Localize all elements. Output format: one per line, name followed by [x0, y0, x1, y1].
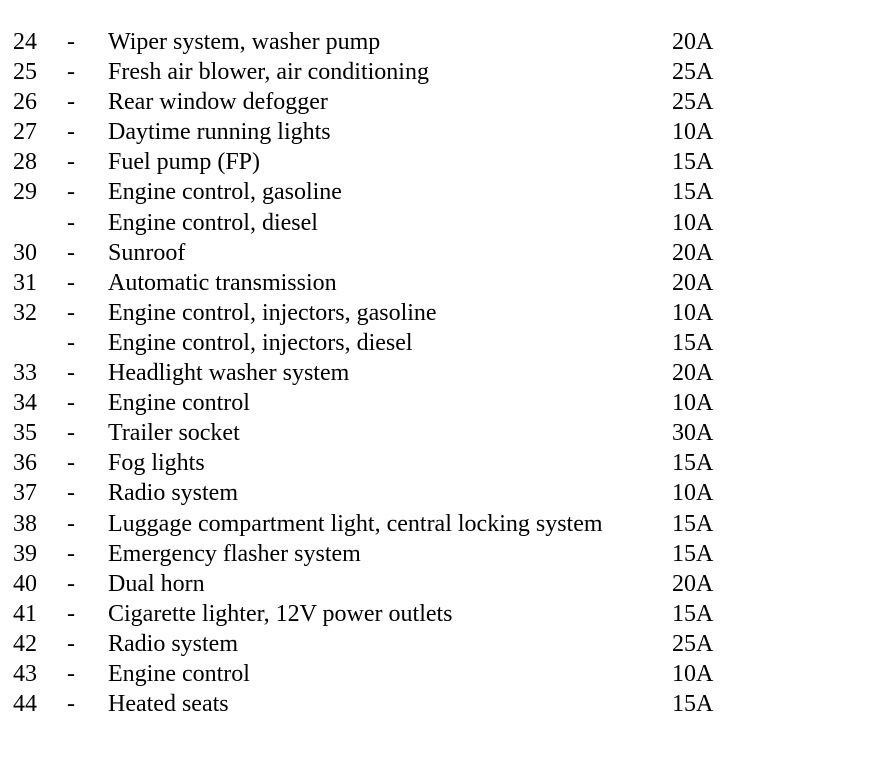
fuse-row — [0, 208, 871, 238]
fuse-rating: 10A — [672, 390, 714, 417]
fuse-number: 44 — [13, 691, 37, 718]
fuse-rating: 10A — [672, 119, 714, 146]
fuse-rating: 10A — [672, 299, 714, 326]
fuse-number: 25 — [13, 59, 37, 86]
fuse-row — [0, 448, 871, 478]
fuse-number: 34 — [13, 390, 37, 417]
separator-dash: - — [67, 89, 75, 116]
fuse-number: 39 — [13, 540, 37, 567]
fuse-row — [0, 57, 871, 87]
fuse-rating: 25A — [672, 59, 714, 86]
fuse-rating: 10A — [672, 209, 714, 236]
fuse-description: Luggage compartment light, central locking system — [108, 510, 603, 537]
fuse-rating: 20A — [672, 269, 714, 296]
fuse-number: 43 — [13, 660, 37, 687]
fuse-rating: 20A — [672, 29, 714, 55]
fuse-row — [0, 689, 871, 719]
fuse-description: Wiper system, washer pump — [108, 29, 381, 55]
fuse-description: Sunroof — [108, 239, 186, 266]
fuse-description: Trailer socket — [108, 420, 240, 447]
fuse-description: Fresh air blower, air conditioning — [108, 59, 429, 86]
fuse-number: 36 — [13, 450, 37, 477]
fuse-number: 32 — [13, 299, 37, 326]
fuse-description: Cigarette lighter, 12V power outlets — [108, 600, 453, 627]
separator-dash: - — [67, 29, 75, 55]
fuse-row — [0, 358, 871, 388]
fuse-row — [0, 478, 871, 508]
separator-dash: - — [67, 450, 75, 477]
separator-dash: - — [67, 149, 75, 176]
separator-dash: - — [67, 119, 75, 146]
fuse-rating: 25A — [672, 89, 714, 116]
fuse-number: 42 — [13, 630, 37, 657]
separator-dash: - — [67, 691, 75, 718]
fuse-number: 29 — [13, 179, 37, 206]
separator-dash: - — [67, 239, 75, 266]
separator-dash: - — [67, 630, 75, 657]
separator-dash: - — [67, 59, 75, 86]
fuse-rating: 15A — [672, 329, 714, 356]
separator-dash: - — [67, 179, 75, 206]
fuse-description: Engine control, gasoline — [108, 179, 342, 206]
fuse-rating: 15A — [672, 149, 714, 176]
fuse-number: 37 — [13, 480, 37, 507]
fuse-description: Engine control, injectors, diesel — [108, 329, 413, 356]
fuse-rating: 20A — [672, 360, 714, 387]
fuse-table — [0, 27, 871, 719]
fuse-rating: 15A — [672, 691, 714, 718]
fuse-rating: 20A — [672, 239, 714, 266]
fuse-number: 27 — [13, 119, 37, 146]
fuse-row — [0, 659, 871, 689]
fuse-rating: 15A — [672, 450, 714, 477]
fuse-row — [0, 599, 871, 629]
fuse-number: 31 — [13, 269, 37, 296]
fuse-number: 41 — [13, 600, 37, 627]
fuse-description: Automatic transmission — [108, 269, 337, 296]
fuse-description: Fuel pump (FP) — [108, 149, 261, 176]
separator-dash: - — [67, 360, 75, 387]
fuse-row — [0, 238, 871, 268]
separator-dash: - — [67, 329, 75, 356]
separator-dash: - — [67, 269, 75, 296]
separator-dash: - — [67, 570, 75, 597]
fuse-row — [0, 27, 871, 57]
fuse-description: Engine control, diesel — [108, 209, 318, 236]
fuse-number: 35 — [13, 420, 37, 447]
fuse-row — [0, 87, 871, 117]
fuse-rating: 25A — [672, 630, 714, 657]
fuse-description: Radio system — [108, 480, 238, 507]
separator-dash: - — [67, 540, 75, 567]
separator-dash: - — [67, 209, 75, 236]
fuse-row — [0, 268, 871, 298]
fuse-description: Dual horn — [108, 570, 205, 597]
fuse-rating: 30A — [672, 420, 714, 447]
fuse-number: 24 — [13, 29, 37, 55]
fuse-number: 28 — [13, 149, 37, 176]
fuse-rating: 15A — [672, 600, 714, 627]
separator-dash: - — [67, 390, 75, 417]
fuse-rating: 20A — [672, 570, 714, 597]
separator-dash: - — [67, 660, 75, 687]
fuse-number: 30 — [13, 239, 37, 266]
fuse-number: 40 — [13, 570, 37, 597]
fuse-description: Headlight washer system — [108, 360, 350, 387]
fuse-description: Engine control, injectors, gasoline — [108, 299, 437, 326]
fuse-row — [0, 569, 871, 599]
separator-dash: - — [67, 420, 75, 447]
fuse-number: 33 — [13, 360, 37, 387]
fuse-rating: 10A — [672, 660, 714, 687]
fuse-number: 38 — [13, 510, 37, 537]
fuse-number: 26 — [13, 89, 37, 116]
fuse-description: Radio system — [108, 630, 238, 657]
separator-dash: - — [67, 600, 75, 627]
fuse-row — [0, 509, 871, 539]
fuse-description: Heated seats — [108, 691, 229, 718]
fuse-description: Daytime running lights — [108, 119, 331, 146]
fuse-row — [0, 388, 871, 418]
fuse-description: Fog lights — [108, 450, 205, 477]
fuse-rating: 15A — [672, 510, 714, 537]
separator-dash: - — [67, 480, 75, 507]
fuse-rating: 15A — [672, 179, 714, 206]
fuse-row — [0, 629, 871, 659]
fuse-description: Rear window defogger — [108, 89, 328, 116]
separator-dash: - — [67, 299, 75, 326]
fuse-rating: 10A — [672, 480, 714, 507]
fuse-row — [0, 117, 871, 147]
fuse-row — [0, 177, 871, 207]
fuse-row — [0, 147, 871, 177]
fuse-row — [0, 328, 871, 358]
fuse-row — [0, 539, 871, 569]
fuse-description: Emergency flasher system — [108, 540, 361, 567]
fuse-row — [0, 298, 871, 328]
separator-dash: - — [67, 510, 75, 537]
fuse-rating: 15A — [672, 540, 714, 567]
fuse-row — [0, 418, 871, 448]
fuse-description: Engine control — [108, 390, 250, 417]
fuse-description: Engine control — [108, 660, 250, 687]
